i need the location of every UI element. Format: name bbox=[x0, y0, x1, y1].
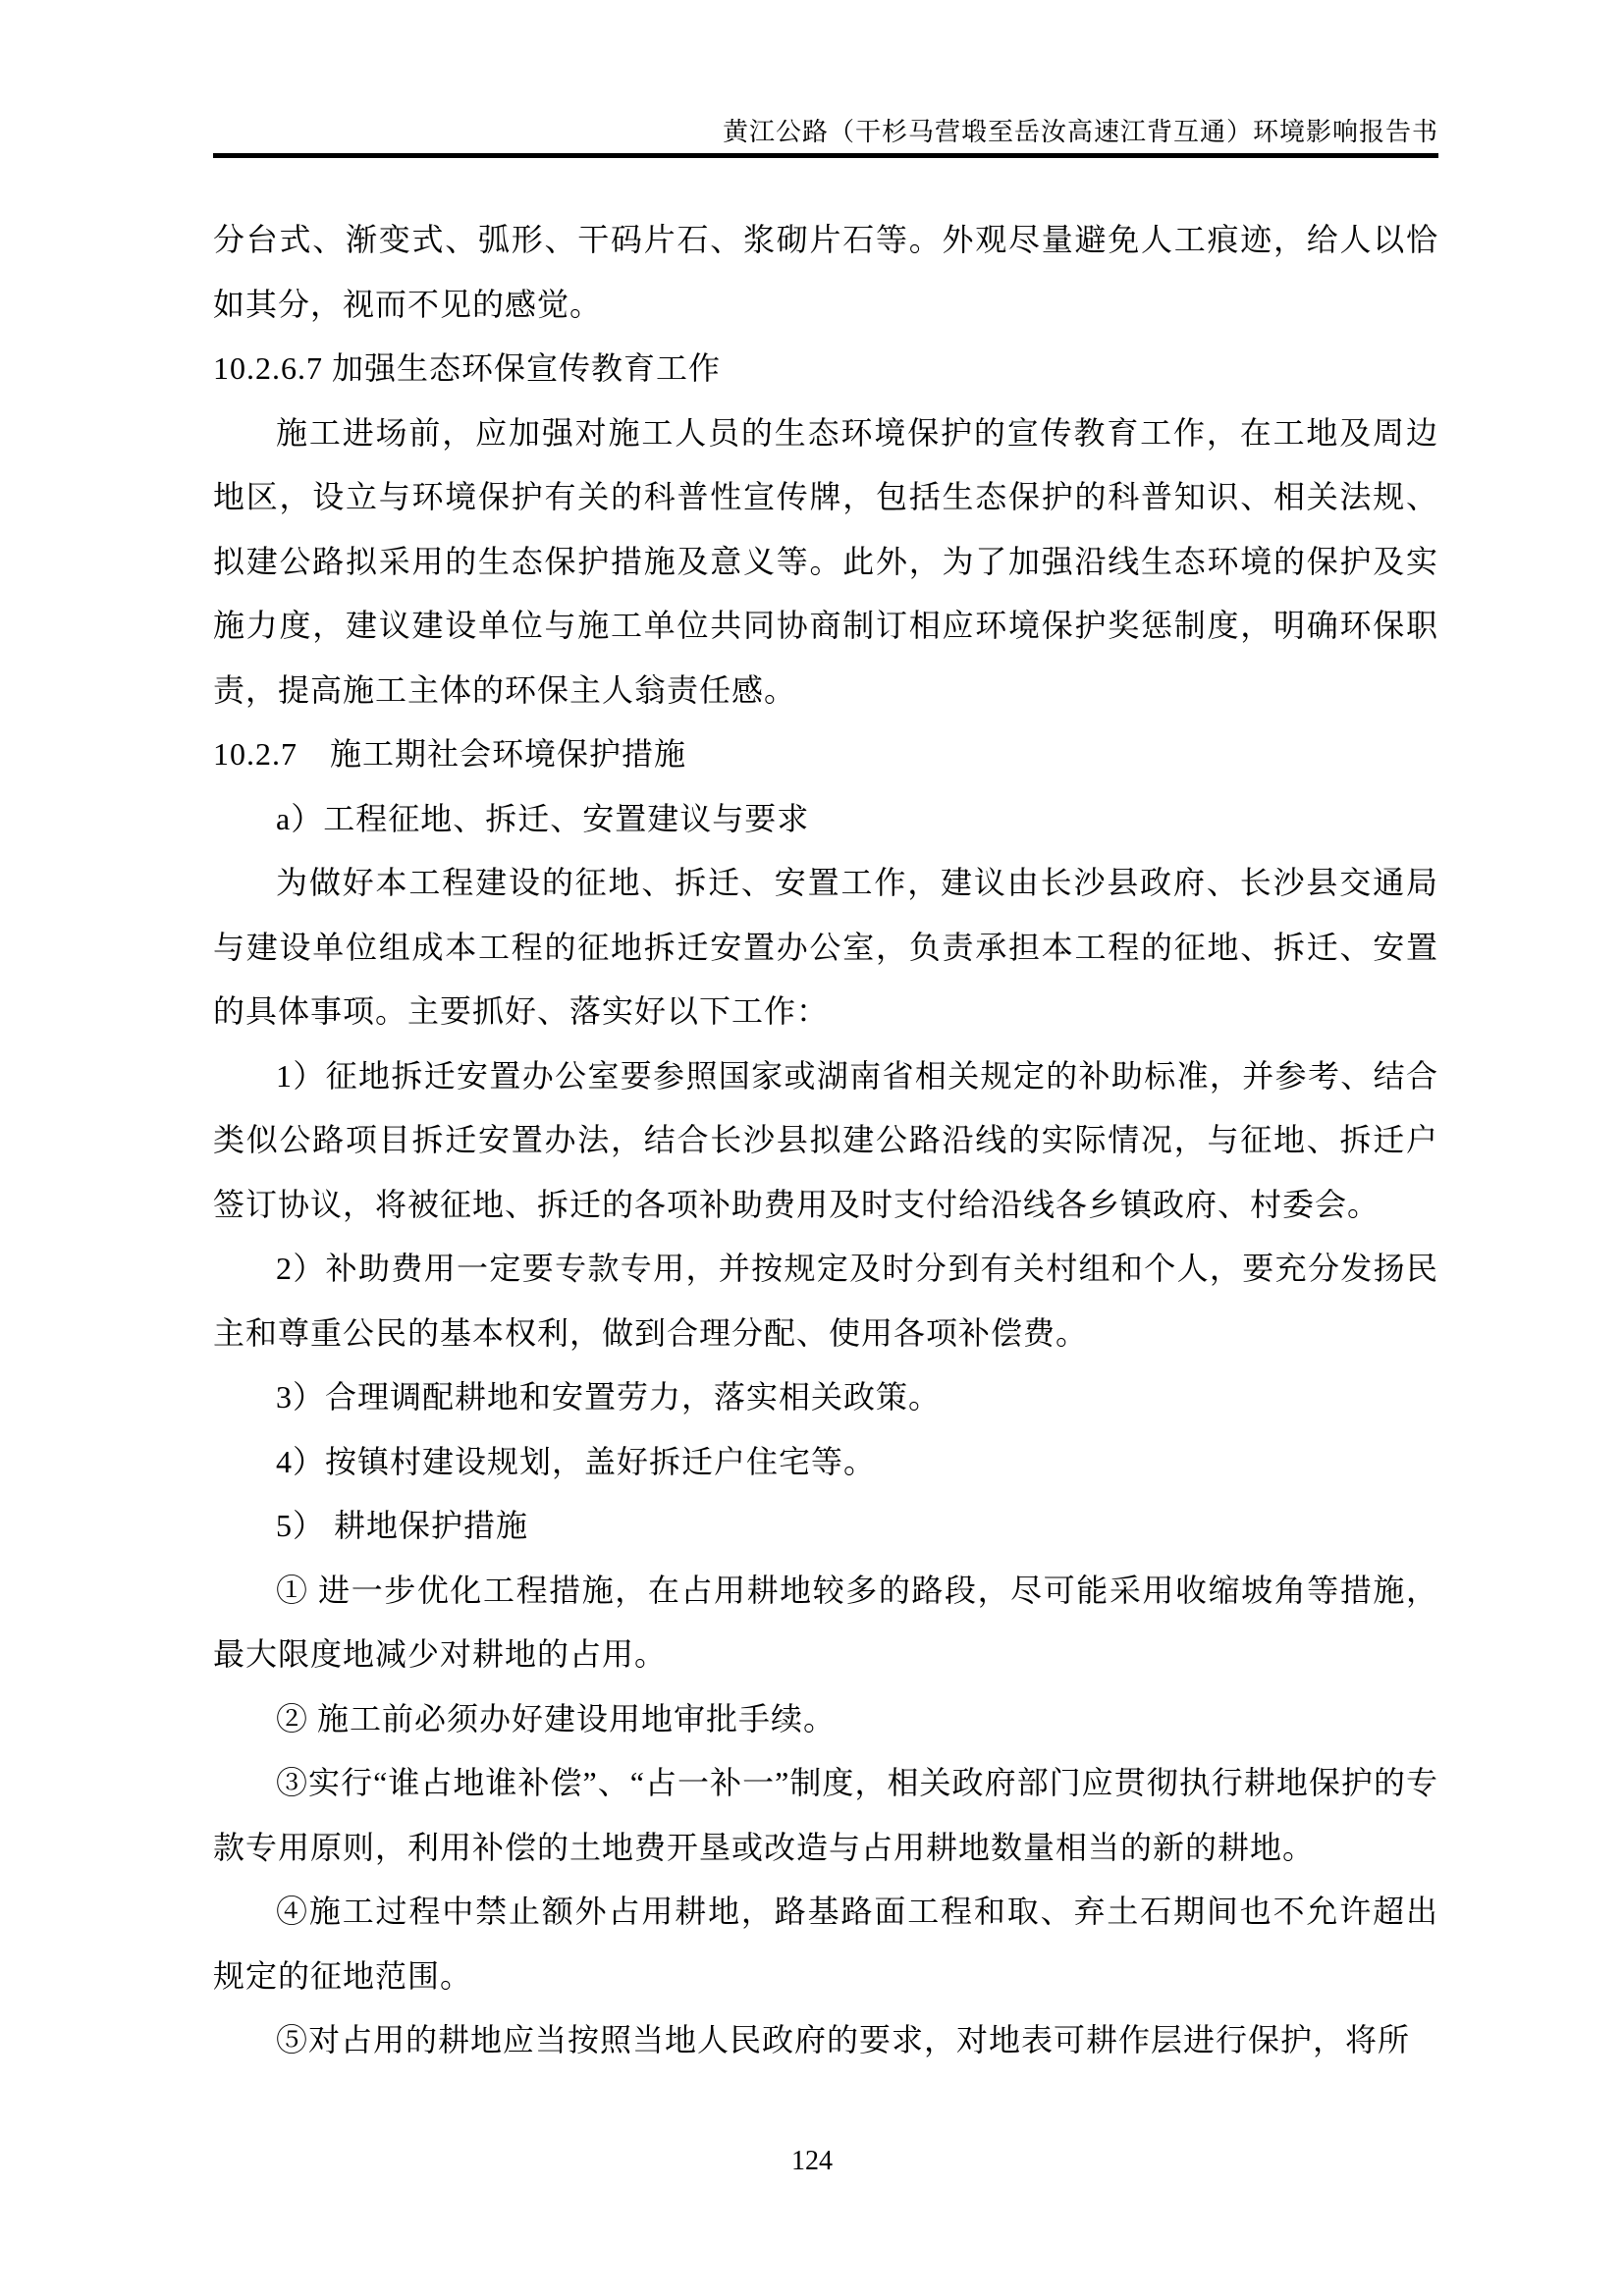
page-header bbox=[0, 0, 1624, 158]
paragraph: 为做好本工程建设的征地、拆迁、安置工作，建议由长沙县政府、长沙县交通局与建设单位组成本工程的征地拆迁安置办公室，负责承担本工程的征地、拆迁、安置的具体事项。主要抓好、落实好以下工作： bbox=[213, 865, 1438, 1029]
paragraph: 4）按镇村建设规划，盖好拆迁户住宅等。 bbox=[276, 1443, 877, 1479]
paragraph: 2）补助费用一定要专款专用，并按规定及时分到有关村组和个人，要充分发扬民主和尊重公民的基本权利，做到合理分配、使用各项补偿费。 bbox=[213, 1251, 1438, 1351]
document-body bbox=[213, 208, 1438, 2073]
paragraph: 1）征地拆迁安置办公室要参照国家或湖南省相关规定的补助标准，并参考、结合类似公路项目拆迁安置办法，结合长沙县拟建公路沿线的实际情况，与征地、拆迁户签订协议，将被征地、拆迁的各项补助费用及时支付给沿线各乡镇政府、村委会。 bbox=[213, 1057, 1438, 1222]
page-footer bbox=[0, 2145, 1624, 2178]
paragraph: 5） 耕地保护措施 bbox=[276, 1508, 529, 1543]
paragraph: 分台式、渐变式、弧形、干码片石、浆砌片石等。外观尽量避免人工痕迹，给人以恰如其分，视而不见的感觉。 bbox=[213, 222, 1438, 322]
page-number: 124 bbox=[791, 2146, 833, 2176]
paragraph: 施工进场前，应加强对施工人员的生态环境保护的宣传教育工作，在工地及周边地区，设立与环境保护有关的科普性宣传牌，包括生态保护的科普知识、相关法规、拟建公路拟采用的生态保护措施及意义等。此外，为了加强沿线生态环境的保护及实施力度，建议建设单位与施工单位共同协商制订相应环境保护奖惩制度，明确环保职责，提高施工主体的环保主人翁责任感。 bbox=[213, 414, 1438, 708]
section-heading: 10.2.6.7 加强生态环保宣传教育工作 bbox=[213, 350, 722, 386]
header-rule-divider bbox=[213, 153, 1438, 158]
paragraph: 3）合理调配耕地和安置劳力，落实相关政策。 bbox=[276, 1379, 942, 1415]
paragraph: a）工程征地、拆迁、安置建议与要求 bbox=[276, 800, 810, 836]
paragraph: ④施工过程中禁止额外占用耕地，路基路面工程和取、弃土石期间也不允许超出规定的征地范围。 bbox=[213, 1894, 1438, 1994]
section-heading: 10.2.7 施工期社会环境保护措施 bbox=[213, 736, 687, 772]
paragraph: ⑤对占用的耕地应当按照当地人民政府的要求，对地表可耕作层进行保护，将所 bbox=[276, 2022, 1411, 2057]
paragraph: ③实行“谁占地谁补偿”、“占一补一”制度，相关政府部门应贯彻执行耕地保护的专款专用原则，利用补偿的土地费开垦或改造与占用耕地数量相当的新的耕地。 bbox=[213, 1765, 1438, 1865]
paragraph: ② 施工前必须办好建设用地审批手续。 bbox=[276, 1700, 837, 1736]
header-title: 黄江公路（干杉马营塅至岳汝高速江背互通）环境影响报告书 bbox=[722, 118, 1438, 146]
paragraph: ① 进一步优化工程措施，在占用耕地较多的路段，尽可能采用收缩坡角等措施，最大限度地减少对耕地的占用。 bbox=[213, 1572, 1438, 1672]
